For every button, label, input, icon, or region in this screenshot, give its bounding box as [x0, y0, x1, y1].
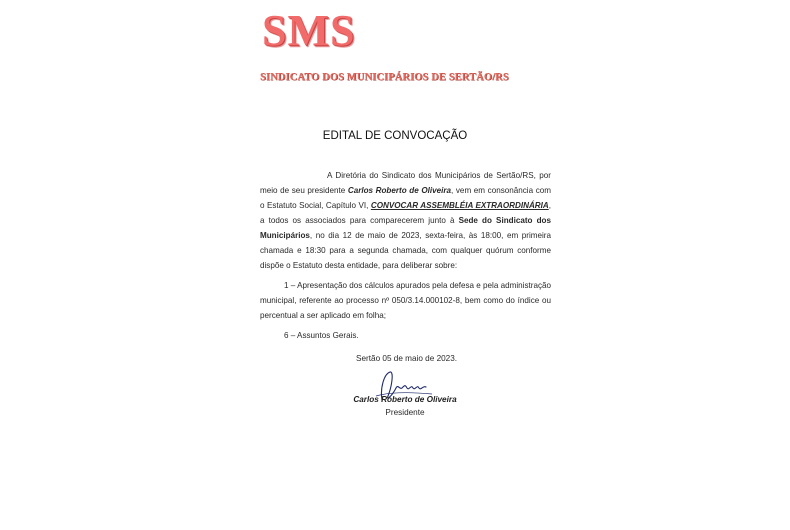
venue-name: Sede do Sindicato dos Municipários [260, 216, 552, 240]
paragraph-text: , no dia 12 de maio de 2023, sexta-feira, às 18:00, em primeira chamada e 18:30 para a segunda chamada, com qualquer quórum conforme dispõe o Estatuto desta entidade, para deliberar sobre: [260, 231, 551, 270]
convocation-phrase: CONVOCAR ASSEMBLÉIA EXTRAORDINÁRIA [370, 201, 549, 210]
union-name: SINDICATO DOS MUNICIPÁRIOS DE SERTÃO/RS [260, 72, 509, 83]
signer-role: Presidente [385, 408, 425, 417]
convocation-paragraph [260, 168, 551, 273]
paragraph-text: , a todos os associados para comparecerem junto à [260, 201, 551, 225]
president-name: Carlos Roberto de Oliveira [347, 186, 452, 195]
paragraph-text: A Diretória do Sindicato dos Municipários de Sertão/RS, por meio de seu presidente [260, 171, 551, 195]
agenda-item: 1 – Apresentação dos cálculos apurados pela defesa e pela administração municipal, referente ao processo nº 050/3.14.000102-8, bem como do índice ou percentual a ser aplicado em folha; [260, 281, 551, 320]
document-title: EDITAL DE CONVOCAÇÃO [322, 130, 468, 142]
date-line: Sertão 05 de maio de 2023. [356, 354, 458, 363]
signer-name: Carlos Roberto de Oliveira [353, 395, 457, 404]
document-body [260, 168, 551, 343]
paragraph-text: , vem em consonância com o Estatuto Social, Capítulo VI, [260, 186, 551, 210]
agenda-item: 6 – Assuntos Gerais. [284, 331, 359, 340]
sms-logo: SMS [262, 6, 356, 55]
